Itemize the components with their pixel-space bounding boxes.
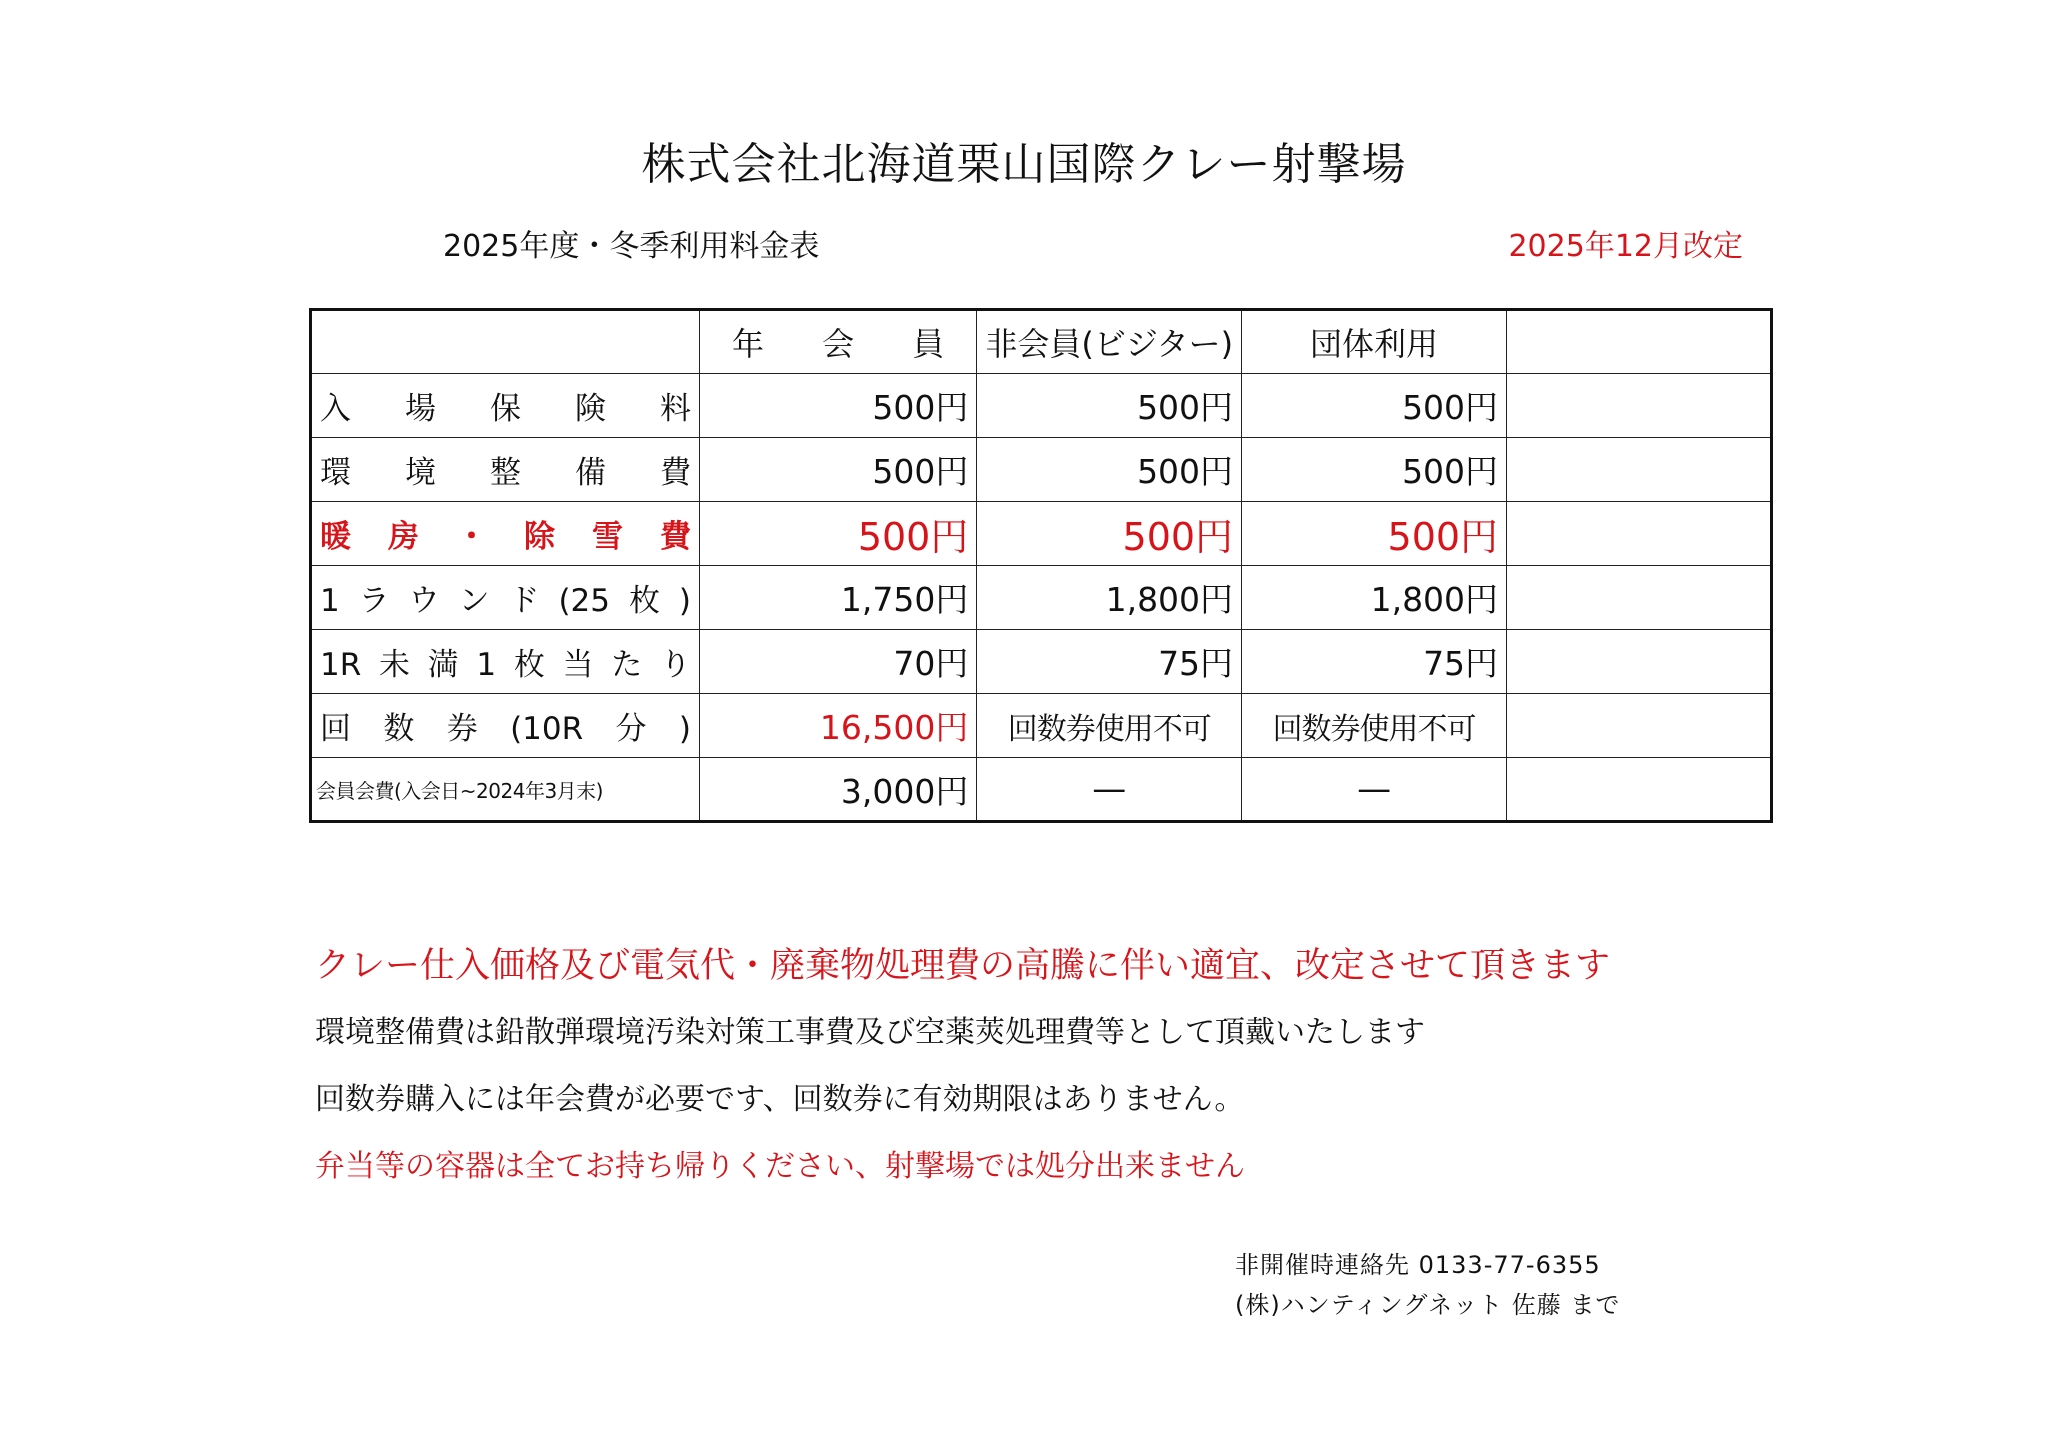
member-fee: 500円 [700,438,977,502]
row-label: 環境整備費 [311,438,700,502]
blank-cell [1507,694,1772,758]
row-label: 暖房・除雪費 [311,502,700,566]
blank-cell [1507,630,1772,694]
visitor-fee: 回数券使用不可 [977,694,1242,758]
column-header-blank [1507,310,1772,374]
row-label: 入場保険料 [311,374,700,438]
note-price-revision: クレー仕入価格及び電気代・廃棄物処理費の高騰に伴い適宜、改定させて頂きます [315,946,1611,986]
table-row-per-target [311,630,1772,694]
column-header-visitor: 非会員(ビジター) [977,310,1242,374]
table-row-membership-fee [311,758,1772,822]
row-label: 回数券(10R分) [311,694,700,758]
table-header-row [311,310,1772,374]
group-fee: 500円 [1242,374,1507,438]
fee-table-subtitle: 2025年度・冬季利用料金表 [443,229,820,264]
group-fee: 500円 [1242,438,1507,502]
fee-table [309,308,1773,823]
column-header-group: 団体利用 [1242,310,1507,374]
table-row-entry-insurance [311,374,1772,438]
row-label: 1R未満1枚当たり [311,630,700,694]
blank-cell [1507,374,1772,438]
contact-company: (株)ハンティングネット 佐藤 まで [1235,1291,1621,1319]
visitor-fee: 500円 [977,502,1242,566]
note-environment-fee: 環境整備費は鉛散弾環境汚染対策工事費及び空薬莢処理費等として頂戴いたします [315,1015,1425,1050]
note-coupon-ticket: 回数券購入には年会費が必要です、回数券に有効期限はありません。 [315,1082,1245,1117]
column-header-member: 年 会 員 [700,310,977,374]
group-fee: 500円 [1242,502,1507,566]
visitor-fee: 500円 [977,374,1242,438]
header-empty-cell [311,310,700,374]
blank-cell [1507,758,1772,822]
note-take-home-containers: 弁当等の容器は全てお持ち帰りください、射撃場では処分出来ません [315,1149,1245,1184]
blank-cell [1507,438,1772,502]
revision-date: 2025年12月改定 [1508,229,1743,264]
table-row-coupon-ticket [311,694,1772,758]
group-fee: — [1242,758,1507,822]
member-fee: 3,000円 [700,758,977,822]
visitor-fee: 1,800円 [977,566,1242,630]
visitor-fee: 500円 [977,438,1242,502]
member-fee: 500円 [700,374,977,438]
table-row-environment-fee [311,438,1772,502]
group-fee: 回数券使用不可 [1242,694,1507,758]
group-fee: 1,800円 [1242,566,1507,630]
blank-cell [1507,502,1772,566]
blank-cell [1507,566,1772,630]
member-fee: 1,750円 [700,566,977,630]
member-fee: 500円 [700,502,977,566]
table-row-one-round [311,566,1772,630]
visitor-fee: — [977,758,1242,822]
row-label: 会員会費(入会日~2024年3月末) [311,758,700,822]
page-title: 株式会社北海道栗山国際クレー射撃場 [641,139,1407,190]
row-label: 1ラウンド(25枚) [311,566,700,630]
table-row-heating-snow-fee [311,502,1772,566]
member-fee: 16,500円 [700,694,977,758]
contact-phone: 非開催時連絡先 0133-77-6355 [1235,1251,1601,1279]
visitor-fee: 75円 [977,630,1242,694]
member-fee: 70円 [700,630,977,694]
group-fee: 75円 [1242,630,1507,694]
